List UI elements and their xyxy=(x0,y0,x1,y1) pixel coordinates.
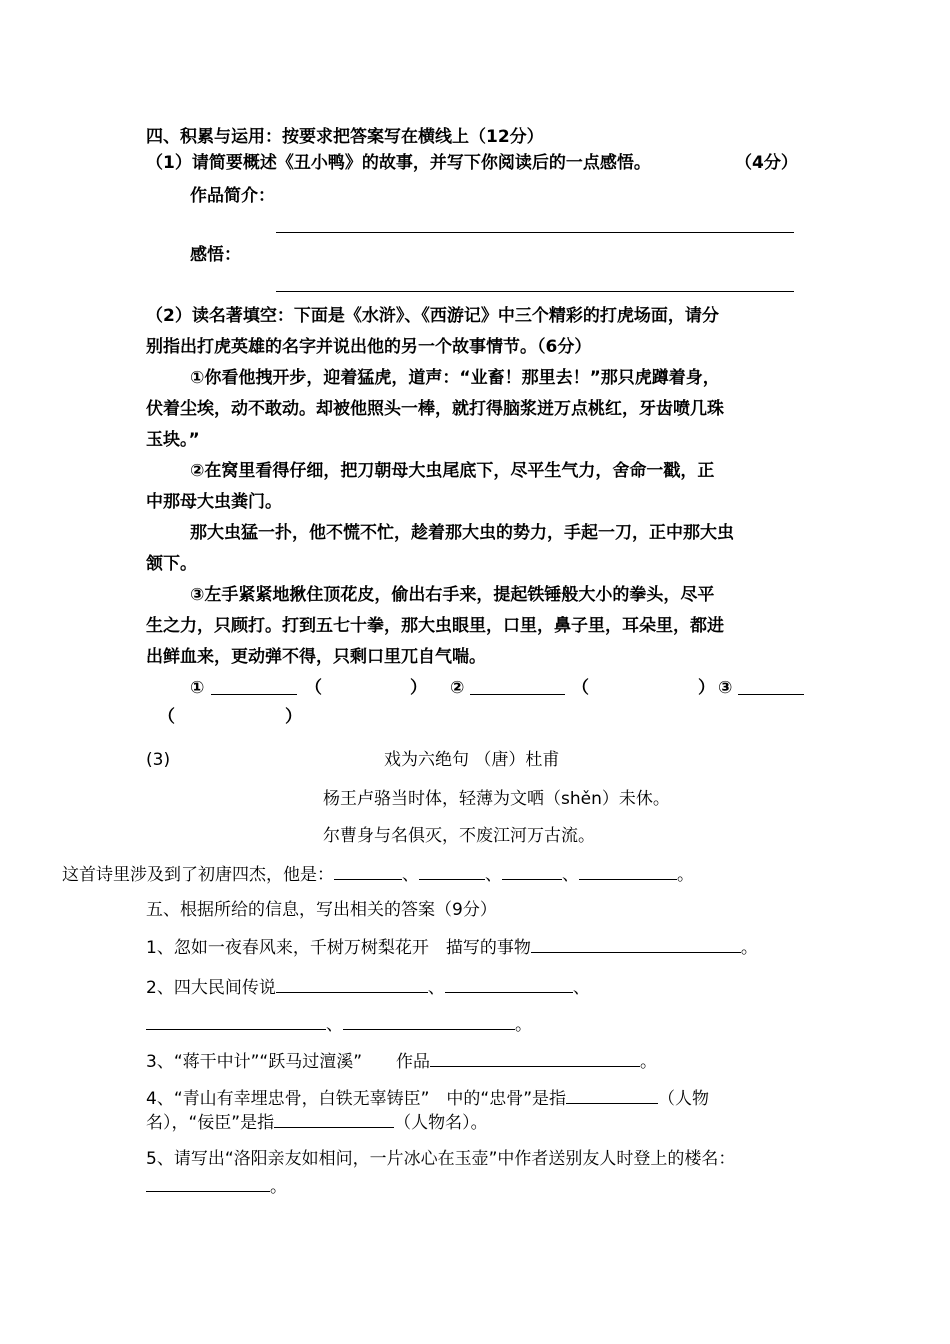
s5-q3 xyxy=(146,1049,657,1072)
q2-answer3-blank[interactable] xyxy=(738,694,804,695)
poet-blank-4[interactable] xyxy=(579,862,677,880)
q2-answer3-paren-close: ） xyxy=(285,707,302,727)
q2-passage1-line3: 玉块。” xyxy=(146,430,200,450)
q2-answer1-paren-close: ） xyxy=(410,678,427,698)
legend-blank-4[interactable] xyxy=(343,1012,515,1030)
s5-q5-line1: 5、请写出“洛阳亲友如相问，一片冰心在玉壶”中作者送别友人时登上的楼名： xyxy=(146,1149,736,1169)
s5-q4-text-b: （人物 xyxy=(658,1089,710,1109)
s5-q3-text: 3、“蒋干中计”“跃马过澶溪” 作品 xyxy=(146,1052,431,1072)
q2-answer3-paren-open: （ xyxy=(158,707,175,727)
q1-insight-answer-line[interactable] xyxy=(276,291,794,292)
poet-blank-1[interactable] xyxy=(334,862,402,880)
s5-q1 xyxy=(146,935,758,958)
period: 。 xyxy=(270,1177,287,1197)
s5-q4-text-d: （人物名）。 xyxy=(394,1113,488,1133)
q1-intro-label: 作品简介： xyxy=(190,186,275,206)
q3-question xyxy=(62,862,694,885)
s5-q5-blank[interactable] xyxy=(146,1174,270,1192)
s5-q4-blank-2[interactable] xyxy=(274,1110,394,1128)
s5-q3-blank[interactable] xyxy=(430,1049,640,1067)
q2-answer2-blank[interactable] xyxy=(470,694,565,695)
separator: 、 xyxy=(326,1015,343,1035)
period: 。 xyxy=(515,1015,532,1035)
separator: 、 xyxy=(427,978,445,998)
legend-blank-1[interactable] xyxy=(276,975,428,993)
s5-q4-text-a: 4、“青山有幸埋忠骨，白铁无辜铸臣” 中的“忠骨”是指 xyxy=(146,1089,567,1109)
separator: 、 xyxy=(562,865,579,885)
q2-passage4-line3: 出鲜血来，更动弹不得，只剩口里兀自气喘。 xyxy=(146,647,486,667)
section4-heading: 四、积累与运用：按要求把答案写在横线上（12分） xyxy=(146,127,544,147)
q2-answer1-paren-open: （ xyxy=(305,678,322,698)
poem-line2: 尔曹身与名俱灭，不废江河万古流。 xyxy=(323,826,595,846)
q2-answer1-marker: ① xyxy=(190,678,205,698)
q1-points: （4分） xyxy=(735,153,798,173)
q2-passage3-line1: 那大虫猛一扑，他不慌不忙，趁着那大虫的势力，手起一刀，正中那大虫 xyxy=(190,523,734,543)
period: 。 xyxy=(677,865,694,885)
q2-passage1-line2: 伏着尘埃，动不敢动。却被他照头一棒，就打得脑浆迸万点桃红，牙齿喷几珠 xyxy=(146,399,724,419)
poet-blank-3[interactable] xyxy=(502,862,562,880)
q2-answer2-marker: ② xyxy=(450,678,465,698)
q2-answer1-blank[interactable] xyxy=(211,694,297,695)
poem-title: 戏为六绝句 （唐）杜甫 xyxy=(384,750,560,770)
q3-number: (3) xyxy=(146,750,171,770)
s5-q2-line1 xyxy=(146,975,590,998)
poet-blank-2[interactable] xyxy=(419,862,485,880)
s5-q2-line2 xyxy=(146,1012,532,1035)
q2-passage4-line1: ③左手紧紧地揪住顶花皮，偷出右手来，提起铁锤般大小的拳头，尽平 xyxy=(190,585,715,605)
period: 。 xyxy=(640,1052,658,1072)
q3-question-text: 这首诗里涉及到了初唐四杰，他是： xyxy=(62,865,334,885)
q2-prompt-line1: （2）读名著填空：下面是《水浒》、《西游记》中三个精彩的打虎场面，请分 xyxy=(146,306,719,326)
poem-line1: 杨王卢骆当时体，轻薄为文哂（shěn）未休。 xyxy=(323,789,670,809)
q2-passage2-line2: 中那母大虫粪门。 xyxy=(146,492,282,512)
q2-prompt-line2: 别指出打虎英雄的名字并说出他的另一个故事情节。（6分） xyxy=(146,337,592,357)
separator: 、 xyxy=(402,865,419,885)
s5-q1-blank[interactable] xyxy=(531,935,741,953)
period: 。 xyxy=(740,938,758,958)
q1-intro-answer-line[interactable] xyxy=(276,232,794,233)
section5-heading: 五、根据所给的信息，写出相关的答案（9分） xyxy=(146,900,497,920)
q1-insight-label: 感悟： xyxy=(190,245,241,265)
q2-answer2-paren-open: （ xyxy=(572,678,589,698)
q2-passage2-line1: ②在窝里看得仔细，把刀朝母大虫尾底下，尽平生气力，舍命一戳，正 xyxy=(190,461,715,481)
legend-blank-3[interactable] xyxy=(146,1012,326,1030)
legend-blank-2[interactable] xyxy=(445,975,573,993)
separator: 、 xyxy=(572,978,590,998)
s5-q2-text: 2、四大民间传说 xyxy=(146,978,276,998)
separator: 、 xyxy=(485,865,502,885)
s5-q4-text-c: 名），“佞臣”是指 xyxy=(146,1113,275,1133)
q2-answer2-paren-close: ） xyxy=(698,678,715,698)
s5-q1-text: 1、忽如一夜春风来，千树万树梨花开 描写的事物 xyxy=(146,938,531,958)
s5-q4-line1 xyxy=(146,1086,709,1109)
q2-answer3-marker: ③ xyxy=(718,678,733,698)
q1-prompt: （1）请简要概述《丑小鸭》的故事，并写下你阅读后的一点感悟。 xyxy=(146,153,651,173)
q2-passage3-line2: 颔下。 xyxy=(146,554,197,574)
q2-passage1-line1: ①你看他拽开步，迎着猛虎，道声：“业畜！那里去！”那只虎蹲着身， xyxy=(190,368,720,388)
s5-q4-blank-1[interactable] xyxy=(566,1086,658,1104)
s5-q5-line2 xyxy=(146,1174,287,1197)
s5-q4-line2 xyxy=(146,1110,488,1133)
q2-passage4-line2: 生之力，只顾打。打到五七十拳，那大虫眼里，口里，鼻子里，耳朵里，都进 xyxy=(146,616,724,636)
